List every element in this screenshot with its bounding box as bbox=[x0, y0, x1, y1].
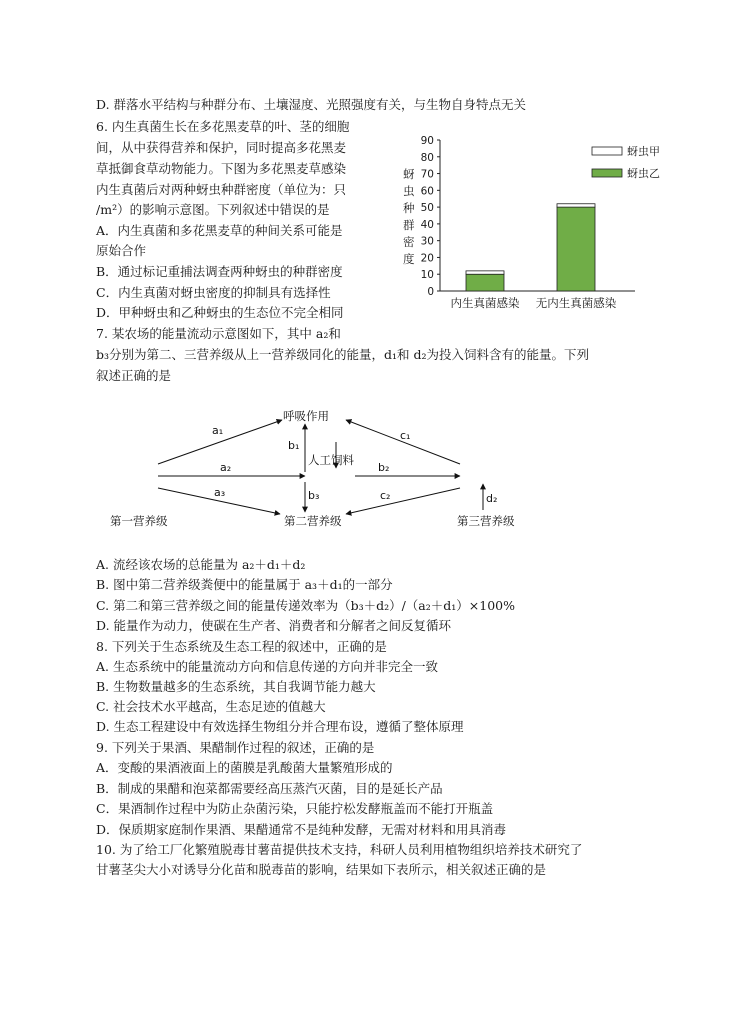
q8-stem: 8. 下列关于生态系统及生态工程的叙述中，正确的是 bbox=[96, 639, 387, 654]
arrow-c1 bbox=[346, 420, 460, 464]
q6-stem-5: /m²）的影响示意图。下列叙述中错误的是 bbox=[96, 202, 330, 217]
bars bbox=[466, 204, 595, 291]
node-respiration: 呼吸作用 bbox=[283, 409, 329, 423]
node-level1: 第一营养级 bbox=[110, 514, 168, 528]
x-category-label: 无内生真菌感染 bbox=[535, 296, 617, 310]
label-b2: b₂ bbox=[378, 461, 390, 474]
y-axis-label bbox=[403, 167, 415, 266]
y-label-char: 种 bbox=[403, 201, 415, 215]
q5-option-d: D. 群落水平结构与种群分布、土壤湿度、光照强度有关，与生物自身特点无关 bbox=[96, 97, 527, 112]
y-tick-label: 90 bbox=[420, 135, 434, 147]
q8-option-c: C. 社会技术水平越高，生态足迹的值越大 bbox=[96, 699, 326, 714]
bar-aphid-b-1 bbox=[557, 207, 595, 291]
legend-label-aphid-b: 蚜虫乙 bbox=[627, 167, 660, 180]
y-tick-label: 30 bbox=[420, 235, 434, 248]
q8-option-b: B. 生物数量越多的生态系统，其自我调节能力越大 bbox=[96, 679, 376, 694]
legend-label-aphid-a: 蚜虫甲 bbox=[627, 145, 660, 158]
legend bbox=[592, 144, 660, 180]
y-label-char: 密 bbox=[403, 235, 415, 249]
aphid-density-chart-svg bbox=[395, 128, 660, 313]
y-label-char: 度 bbox=[403, 252, 415, 266]
energy-flow-diagram-svg bbox=[100, 402, 540, 532]
label-a3: a₃ bbox=[214, 486, 226, 499]
node-level3: 第三营养级 bbox=[457, 514, 515, 528]
label-b1: b₁ bbox=[288, 439, 300, 452]
bar-aphid-a-0 bbox=[466, 271, 504, 274]
label-b3: b₃ bbox=[308, 489, 320, 502]
q7-option-a: A. 流经该农场的总能量为 a₂＋d₁＋d₂ bbox=[96, 557, 306, 572]
label-c2: c₂ bbox=[380, 489, 391, 502]
y-tick-label: 20 bbox=[420, 252, 434, 265]
q10-stem-1: 10. 为了给工厂化繁殖脱毒甘薯苗提供技术支持，科研人员利用植物组织培养技术研究了 bbox=[96, 842, 583, 857]
q7-stem-1: 7. 某农场的能量流动示意图如下，其中 a₂和 bbox=[96, 326, 341, 341]
q9-option-d: D．保质期家庭制作果酒、果醋通常不是纯种发酵，无需对材料和用具消毒 bbox=[96, 822, 507, 837]
label-d2: d₂ bbox=[486, 492, 498, 505]
q6-stem-2: 间，从中获得营养和保护，同时提高多花黑麦 bbox=[96, 140, 347, 155]
q7-option-c: C. 第二和第三营养级之间的能量传递效率为（b₃＋d₂）/（a₂＋d₁）×100% bbox=[96, 598, 515, 613]
q6-option-a: A．内生真菌和多花黑麦草的种间关系可能是 bbox=[96, 223, 343, 238]
q9-option-a: A．变酸的果酒液面上的菌膜是乳酸菌大量繁殖形成的 bbox=[96, 760, 393, 775]
q9-option-b: B．制成的果醋和泡菜都需要经高压蒸汽灭菌，目的是延长产品 bbox=[96, 781, 443, 796]
bar-aphid-b-0 bbox=[466, 274, 504, 291]
y-label-char: 群 bbox=[403, 218, 415, 232]
q9-stem: 9. 下列关于果酒、果醋制作过程的叙述，正确的是 bbox=[96, 740, 375, 755]
y-tick-label: 60 bbox=[420, 185, 434, 198]
q8-option-a: A. 生态系统中的能量流动方向和信息传递的方向并非完全一致 bbox=[96, 659, 438, 674]
q6-option-a-cont: 原始合作 bbox=[96, 243, 147, 258]
label-a1: a₁ bbox=[212, 424, 224, 437]
aphid-density-chart bbox=[395, 128, 660, 313]
y-tick-label: 40 bbox=[420, 218, 434, 231]
y-label-char: 虫 bbox=[403, 184, 415, 198]
q7-option-b: B. 图中第二营养级粪便中的能量属于 a₃＋d₁的一部分 bbox=[96, 577, 393, 592]
q6-option-d: D．甲种蚜虫和乙种蚜虫的生态位不完全相同 bbox=[96, 305, 344, 320]
energy-flow-diagram bbox=[100, 402, 540, 532]
x-category-label: 内生真菌感染 bbox=[450, 296, 520, 310]
y-tick-label: 80 bbox=[420, 151, 434, 164]
q7-option-d: D. 能量作为动力，使碳在生产者、消费者和分解者之间反复循环 bbox=[96, 618, 452, 633]
y-tick-label: 10 bbox=[420, 269, 434, 282]
y-axis-ticks bbox=[421, 135, 440, 298]
q7-stem-2: b₃分别为第二、三营养级从上一营养级同化的能量，d₁和 d₂为投入饲料含有的能量。下列 bbox=[96, 347, 590, 362]
q9-option-c: C．果酒制作过程中为防止杂菌污染，只能拧松发酵瓶盖而不能打开瓶盖 bbox=[96, 801, 494, 816]
arrow-c2 bbox=[346, 488, 460, 514]
bar-aphid-a-1 bbox=[557, 204, 595, 207]
y-tick-label: 50 bbox=[420, 202, 434, 215]
q6-option-b: B．通过标记重捕法调查两种蚜虫的种群密度 bbox=[96, 264, 343, 279]
legend-swatch-aphid-b bbox=[592, 169, 622, 177]
q10-stem-2: 甘薯茎尖大小对诱导分化苗和脱毒苗的影响，结果如下表所示，相关叙述正确的是 bbox=[96, 862, 547, 877]
q7-stem-3: 叙述正确的是 bbox=[96, 368, 172, 383]
q6-stem-3: 草抵御食草动物能力。下图为多花黑麦草感染 bbox=[96, 161, 347, 176]
q6-stem-1: 6. 内生真菌生长在多花黑麦草的叶、茎的细胞 bbox=[96, 119, 350, 134]
y-tick-label: 70 bbox=[420, 168, 434, 181]
label-a2: a₂ bbox=[220, 461, 232, 474]
legend-swatch-aphid-a bbox=[592, 147, 622, 155]
x-axis-labels bbox=[451, 296, 617, 310]
q6-option-c: C．内生真菌对蚜虫密度的抑制具有选择性 bbox=[96, 285, 331, 300]
node-feed: 人工饲料 bbox=[308, 453, 354, 467]
node-level2: 第二营养级 bbox=[284, 514, 342, 528]
q8-option-d: D. 生态工程建设中有效选择生物组分并合理布设，遵循了整体原理 bbox=[96, 719, 464, 734]
label-c1: c₁ bbox=[400, 429, 411, 442]
y-label-char: 蚜 bbox=[403, 167, 415, 181]
y-tick-label: 0 bbox=[427, 286, 434, 298]
q6-stem-4: 内生真菌后对两种蚜虫种群密度（单位为：只 bbox=[96, 182, 347, 197]
